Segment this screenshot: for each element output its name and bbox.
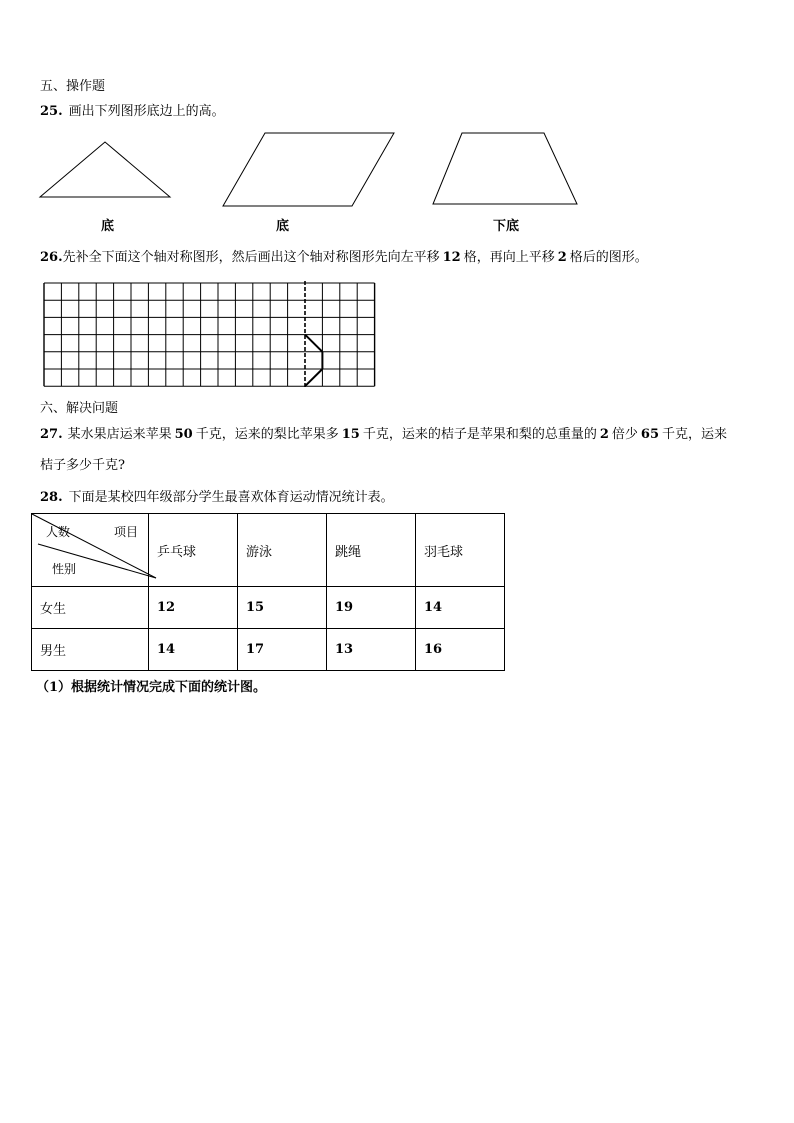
question-27 <box>40 427 727 443</box>
question-text: 下面是某校四年级部分学生最喜欢体育运动情况统计表。 <box>68 490 394 505</box>
corner-label-item: 项目 <box>114 525 139 539</box>
question-28 <box>40 490 394 506</box>
question-text: 画出下列图形底边上的高。 <box>68 104 225 119</box>
q25-shapes <box>0 0 794 220</box>
question-text-c: 格后的图形。 <box>569 250 648 265</box>
shift-left-count: 12 <box>442 250 461 265</box>
figure-edge <box>305 369 322 386</box>
question-27-line2: 桔子多少千克? <box>40 458 125 473</box>
column-header: 游泳 <box>238 514 327 587</box>
corner-label-count: 人数 <box>46 525 71 539</box>
column-header: 乒乓球 <box>149 514 238 587</box>
question-text-b: 格，再向上平移 <box>463 250 555 265</box>
apple-weight: 50 <box>174 427 193 442</box>
table-cell: 17 <box>238 629 327 671</box>
sub-question-1: （1）根据统计情况完成下面的统计图。 <box>36 680 267 695</box>
question-number: 28. <box>40 490 63 505</box>
corner-label-gender: 性别 <box>52 562 77 576</box>
question-text-d: 倍少 <box>611 427 638 442</box>
orange-less: 65 <box>640 427 660 442</box>
table-cell: 13 <box>327 629 416 671</box>
question-number: 26. <box>40 250 63 265</box>
question-text-b: 千克，运来的梨比苹果多 <box>195 427 339 442</box>
column-header: 羽毛球 <box>416 514 505 587</box>
question-number: 25. <box>40 104 63 119</box>
table-header-row <box>32 514 505 587</box>
column-header: 跳绳 <box>327 514 416 587</box>
table-cell: 15 <box>238 587 327 629</box>
row-label: 女生 <box>32 587 149 629</box>
table-cell: 12 <box>149 587 238 629</box>
section-title-5: 五、操作题 <box>40 79 106 94</box>
question-text-c: 千克，运来的桔子是苹果和梨的总重量的 <box>362 427 597 442</box>
sports-stats-table <box>31 513 505 671</box>
figure-edge <box>305 335 322 352</box>
triangle-shape <box>40 142 170 197</box>
table-cell: 14 <box>416 587 505 629</box>
table-cell: 19 <box>327 587 416 629</box>
question-text-e: 千克，运来 <box>662 427 728 442</box>
question-text-a: 先补全下面这个轴对称图形，然后画出这个轴对称图形先向左平移 <box>62 250 440 265</box>
table-row <box>32 629 505 671</box>
question-number: 27. <box>40 427 63 442</box>
table-row <box>32 587 505 629</box>
trapezoid-base-label: 下底 <box>493 219 520 234</box>
trapezoid-shape <box>433 133 577 204</box>
table-cell: 14 <box>149 629 238 671</box>
question-text-a: 某水果店运来苹果 <box>67 427 172 442</box>
triangle-base-label: 底 <box>101 219 115 234</box>
table-cell: 16 <box>416 629 505 671</box>
parallelogram-base-label: 底 <box>276 219 290 234</box>
q26-grid <box>42 282 376 388</box>
multiplier: 2 <box>599 427 609 442</box>
question-26 <box>40 250 648 266</box>
section-title-6: 六、解决问题 <box>40 401 119 416</box>
pear-extra: 15 <box>341 427 360 442</box>
shift-up-count: 2 <box>557 250 567 265</box>
parallelogram-shape <box>223 133 394 206</box>
corner-header-cell <box>32 514 149 587</box>
row-label: 男生 <box>32 629 149 671</box>
